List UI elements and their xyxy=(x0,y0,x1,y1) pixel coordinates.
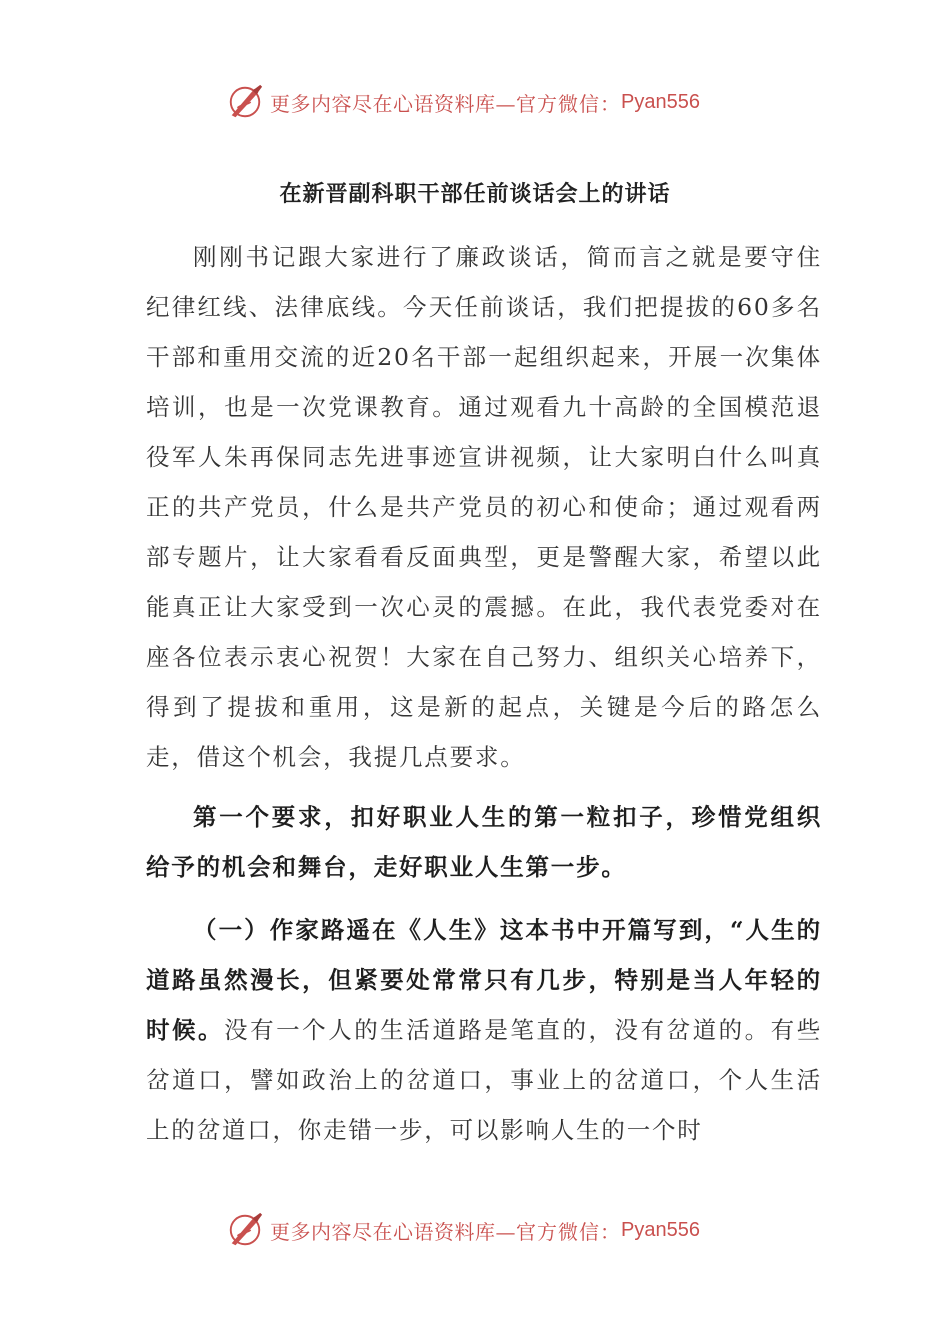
document-title: 在新晋副科职干部任前谈话会上的讲话 xyxy=(279,181,671,207)
watermark-wechat-id: Pyan556 xyxy=(621,1218,700,1241)
watermark-wechat-label: 官方微信： xyxy=(516,91,621,116)
watermark-site-text: 更多内容尽在心语资料库— xyxy=(270,91,516,116)
watermark-site-text: 更多内容尽在心语资料库— xyxy=(270,1219,516,1244)
watermark-wechat-id: Pyan556 xyxy=(621,90,700,113)
pen-logo-icon xyxy=(226,83,264,121)
quote-bold-text: （一）作家路遥在《人生》这本书中开篇写到，“人生的道路虽然漫长，但紧要处常常只有几步，特别是当人年轻的时候。 xyxy=(146,916,822,1044)
quote-normal-text: 没有一个人的生活道路是笔直的，没有岔道的。有些岔道口，譬如政治上的岔道口，事业上的岔道口，个人生活上的岔道口，你走错一步，可以影响人生的一个时 xyxy=(146,1016,822,1144)
footer-watermark xyxy=(226,1210,700,1250)
requirement-heading-paragraph: 第一个要求，扣好职业人生的第一粒扣子，珍惜党组织给予的机会和舞台，走好职业人生第一步。 xyxy=(146,803,822,881)
watermark-wechat-label: 官方微信： xyxy=(516,1219,621,1244)
body-paragraph-1: 刚刚书记跟大家进行了廉政谈话，简而言之就是要守住纪律红线、法律底线。今天任前谈话，我们把提拔的60多名干部和重用交流的近20名干部一起组织起来，开展一次集体培训，也是一次党课教育。通过观看九十高龄的全国模范退役军人朱再保同志先进事迹宣讲视频，让大家明白什么叫真正的共产党员，什么是共产党员的初心和使命；通过观看两部专题片，让大家看看反面典型，更是警醒大家，希望以此能真正让大家受到一次心灵的震撼。在此，我代表党委对在座各位表示衷心祝贺！大家在自己努力、组织关心培养下，得到了提拔和重用，这是新的起点，关键是今后的路怎么走，借这个机会，我提几点要求。 xyxy=(146,243,822,771)
pen-logo-icon xyxy=(226,1211,264,1249)
header-watermark xyxy=(226,82,700,122)
body-paragraph-3 xyxy=(146,905,822,1155)
